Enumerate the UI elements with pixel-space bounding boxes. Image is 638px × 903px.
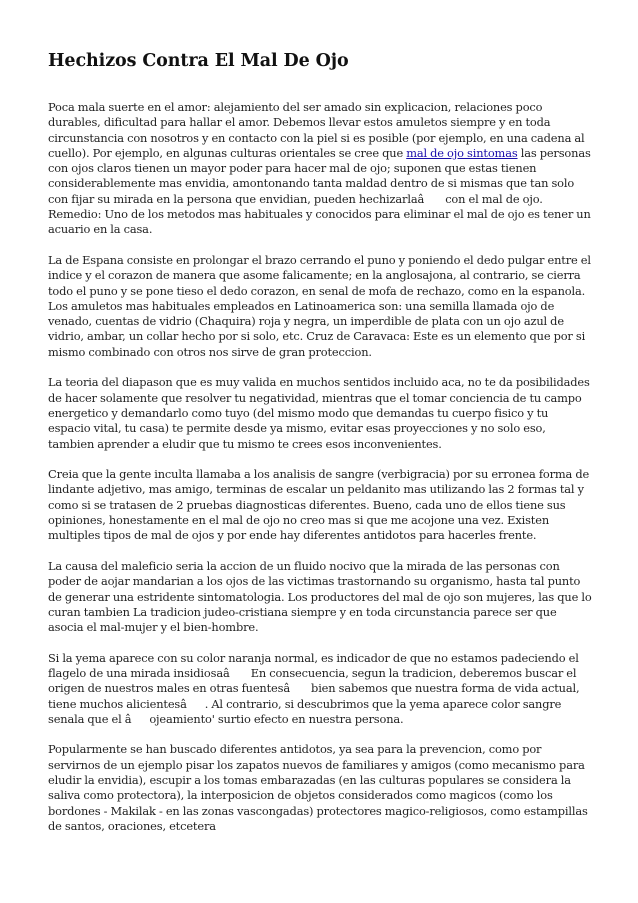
paragraph-1-text-after: las personas con ojos claros tienen un mayor poder para hacer mal de ojo; suponen que estas tienen considerablemente mas envidia, amontonando tanta maldad dentro de si mismas que tan solo con fijar su mirada en la persona que envidian, pueden hechizarlaâ con el mal de ojo. Remedio: Uno de los metodos mas habituales y conocidos para eliminar el mal de ojo es tener un acuario en la casa.: [48, 145, 591, 237]
document-page: [48, 50, 592, 850]
paragraph-6: Si la yema aparece con su color naranja normal, es indicador de que no estamos padeciendo el flagelo de una mirada insidiosaâ En consecuencia, segun la tradicion, deberemos buscar el origen de nuestros males en otras fuentesâ bien sabemos que nuestra forma de vida actual, tiene muchos alicientesâ. Al contrario, si descubrimos que la yema aparece color sangre senala que el âojeamiento' surtio efecto en nuestra persona.: [48, 650, 580, 726]
paragraph-3: La teoria del diapason que es muy valida en muchos sentidos incluido aca, no te da posibilidades de hacer solamente que resolver tu negatividad, mientras que el tomar conciencia de tu campo energetico y demandarlo como tuyo (del mismo modo que demandas tu cuerpo fisico y tu espacio vital, tu casa) te permite desde ya mismo, evitar esas proyecciones y no solo eso, tambien aprender a eludir que tu mismo te crees esos inconvenientes.: [48, 375, 590, 451]
document-title: Hechizos Contra El Mal De Ojo: [48, 51, 349, 71]
mal-de-ojo-sintomas-link[interactable]: mal de ojo sintomas: [406, 145, 518, 160]
paragraph-1-text-before: Poca mala suerte en el amor: alejamiento del ser amado sin explicacion, relaciones poco durables, dificultad para hallar el amor. Debemos llevar estos amuletos siempre y en toda circunstancia con nosotros y en contacto con la piel si es posible (por ejemplo, en una cadena al cuello). Por ejemplo, en algunas culturas orientales se cree que: [48, 100, 585, 160]
paragraph-2: La de Espana consiste en prolongar el brazo cerrando el puno y poniendo el dedo pulgar entre el indice y el corazon de manera que asome falicamente; en la anglosajona, al contrario, se cierra todo el puno y se pone tieso el dedo corazon, en senal de mofa de rechazo, como en la espanola. Los amuletos mas habituales empleados en Latinoamerica son: una semilla llamada ojo de venado, cuentas de vidrio (Chaquira) roja y negra, un imperdible de plata con un ojo azul de vidrio, ambar, un collar hecho por si solo, etc. Cruz de Caravaca: Este es un elemento que por si mismo combinado con otros nos sirve de gran proteccion.: [48, 252, 591, 359]
paragraph-4: Creia que la gente inculta llamaba a los analisis de sangre (verbigracia) por su erronea forma de lindante adjetivo, mas amigo, terminas de escalar un peldanito mas utilizando las 2 formas tal y como si se tratasen de 2 pruebas diagnosticas diferentes. Bueno, cada uno de ellos tiene sus opiniones, honestamente en el mal de ojo no creo mas si que me acojone una vez. Existen multiples tipos de mal de ojos y por ende hay diferentes antidotos para hacerles frente.: [48, 467, 590, 543]
paragraph-5: La causa del maleficio seria la accion de un fluido nocivo que la mirada de las personas con poder de aojar mandarian a los ojos de las victimas trastornando su organismo, hasta tal punto de generar una estridente sintomatologia. Los productores del mal de ojo son mujeres, las que lo curan tambien La tradicion judeo-cristiana siempre y en toda circunstancia parece ser que asocia el mal-mujer y el bien-hombre.: [48, 558, 592, 635]
paragraph-1: [48, 100, 592, 238]
paragraph-7: Popularmente se han buscado diferentes antidotos, ya sea para la prevencion, como por servirnos de un ejemplo pisar los zapatos nuevos de familiares y amigos (como mecanismo para eludir la envidia), escupir a los tomas embarazadas (en las culturas populares se considera la saliva como protectora), la interposicion de objetos considerados como magicos (como los bordones - Makilak - en las zonas vascongadas) protectores magico-religiosos, como estampillas de santos, oraciones, etcetera: [48, 742, 588, 833]
